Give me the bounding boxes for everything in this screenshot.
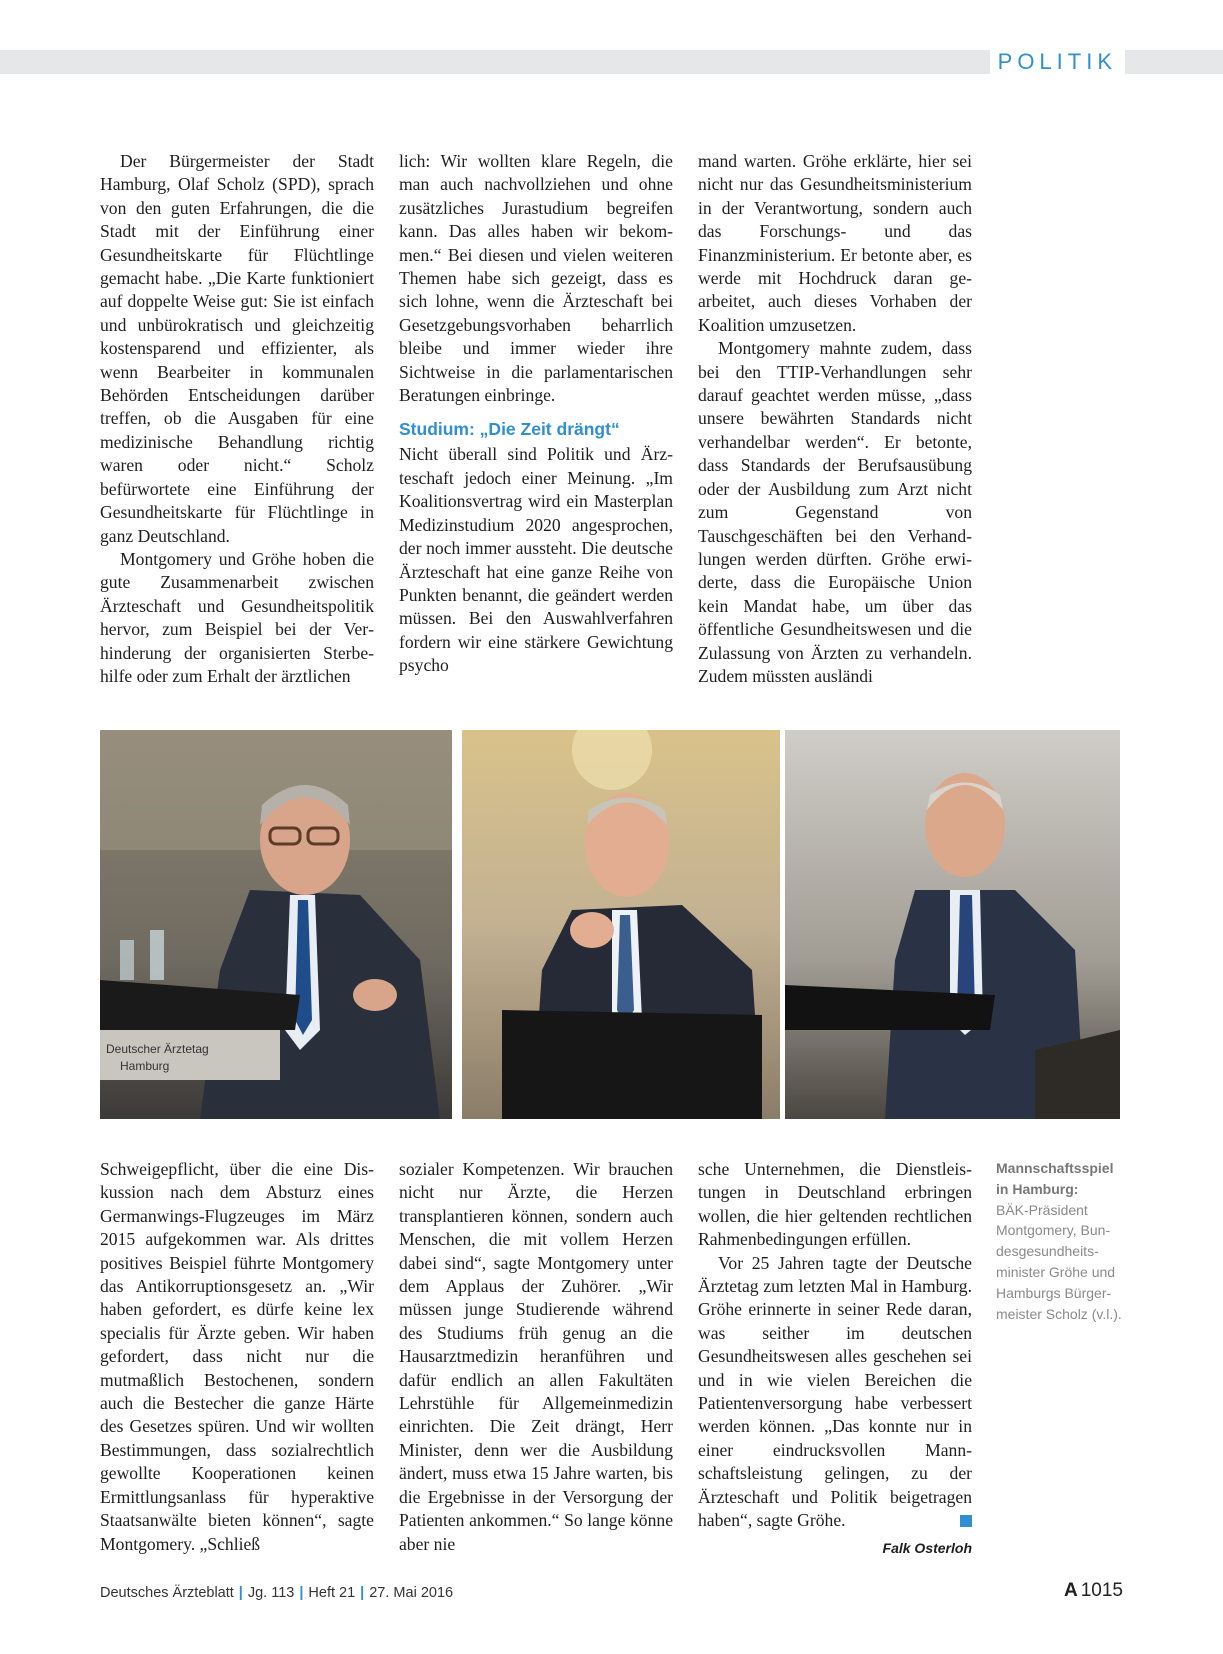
article-column-1-top [100,150,374,688]
page-prefix: A [1063,1580,1078,1601]
byline: Falk Osterloh [882,1539,972,1556]
end-mark-icon [960,1515,972,1527]
paragraph: lich: Wir wollten klare Regeln, die man auch nachvollziehen und ohne zusätzliches Jurastudium begreifen kann. Das alles haben wir bekommen.“ Bei diesen und vielen weiteren Themen habe sich gezeigt, dass es sich lohne, wenn die Ärzteschaft bei Gesetzgebungsvorhaben beharrlich bleibe und immer wieder ihre Sichtweise in die parlamentarischen Beratungen einbringe. [399,151,673,406]
photo-groehe [462,730,780,1119]
paragraph-final [698,1252,972,1533]
paragraph: Montgomery mahnte zudem, dass bei den TTIP-Verhandlungen sehr darauf geachtet werden müsse, „dass unsere bewährten Standards nicht verhandelbar werden“. Er betonte, dass Standards der Berufsausübung oder der Ausbildung zum Arzt nicht zum Gegenstand von Tauschgeschäften bei den Verhandlungen werden dürften. Gröhe erwiderte, dass die Europäische Union kein Mandat habe, um über das öffentliche Gesundheitswesen und die Zulassung von Ärzten zu verhandeln. Zudem müssten ausländi [698,338,972,686]
separator: | [238,1585,243,1601]
caption-title: Mannschaftsspiel in Hamburg: [996,1160,1114,1197]
podium-sign-line1: Deutscher Ärztetag [106,1042,209,1056]
journal-name: Deutsches Ärzteblatt [100,1585,234,1601]
article-column-2-bottom [399,1158,673,1556]
paragraph: sozialer Kompetenzen. Wir brauchen nicht nur Ärzte, die Herzen transplantieren können, sondern auch Menschen, die mit vollem Herzen dabei sind“, sagte Montgomery unter dem Applaus der Zuhörer. „Wir müssen junge Studierende während des Studiums früh genug an die Hausarztmedizin heranführen und dafür endlich an allen Fakultäten Lehrstühle für Allgemeinmedizin einrichten. Die Zeit drängt, Herr Minister, denn wer die Ausbildung ändert, muss etwa 15 Jahre warten, bis die Ergebnisse in der Versorgung der Patienten ankommen.“ So lange könne aber nie [399,1159,673,1554]
article-column-1-bottom [100,1158,374,1556]
page-number [1064,1580,1123,1602]
paragraph: mand warten. Gröhe erklärte, hier sei nicht nur das Gesundheitsministerium in der Verantwortung, sondern auch das Forschungs- und das Finanzministerium. Er betonte aber, es werde mit Hochdruck daran gearbeitet, auch dieses Vorhaben der Koalition umzusetzen. [698,151,972,335]
article-column-3-bottom [698,1158,972,1560]
page-number-value: 1015 [1080,1580,1123,1601]
caption-text: BÄK-Präsident Montgomery, Bundesgesundheitsminister Gröhe und Hamburgs Bürgermeister Scholz (v.l.). [996,1201,1122,1322]
photo-caption [996,1158,1124,1324]
paragraph: Der Bürgermeister der Stadt Hamburg, Olaf Scholz (SPD), sprach von den guten Erfahrungen, die die Stadt mit der Einführung einer Gesundheitskarte für Flüchtlinge gemacht habe. „Die Karte funktioniert auf doppelte Weise gut: Sie ist einfach und unbürokratisch und gleichzeitig kostensparend und effizienter, als wenn Bearbeiter in kommunalen Behörden Entscheidungen darüber treffen, ob die Ausgaben für eine medizinische Behandlung richtig waren oder nicht.“ Scholz befürwortete eine Einführung der Gesundheitskarte für Flüchtlinge in ganz Deutschland. [100,151,374,546]
separator: | [299,1585,304,1601]
separator: | [360,1585,365,1601]
photo-montgomery [100,730,452,1119]
article-column-3-top [698,150,972,688]
date: 27. Mai 2016 [369,1585,454,1601]
article-column-2-top [399,150,673,678]
podium-sign-line2: Hamburg [120,1059,170,1073]
paragraph-text: Vor 25 Jahren tagte der Deutsche Ärztetag zum letzten Mal in Hamburg. Gröhe erinnerte in seiner Rede daran, was seither im deutschen Gesundheitswesen alles geschehen sei und in wie vielen Bereichen die Patientenversorgung habe verbessert werden können. „Das konnte nur in einer eindrucksvollen Mannschaftsleistung gelingen, zu der Ärzteschaft und Politik beigetragen haben“, sagte Gröhe. [698,1252,972,1531]
issue: Heft 21 [308,1585,356,1601]
volume: Jg. 113 [247,1585,295,1601]
paragraph: Schweigepflicht, über die eine Diskussion nach dem Absturz eines Germanwings-Flugzeuges im März 2015 aufgekommen war. Als drittes positives Beispiel führte Montgomery das Antikorruptionsgesetz an. „Wir haben gefordert, es dürfe keine lex specialis für Ärzte geben. Wir haben gefordert, dass nicht nur die mutmaßlich Bestochenen, sondern auch die Bestecher die ganze Härte des Gesetzes spüren. Und wir wollten Bestimmungen, dass sozialrechtlich gewollte Kooperationen keinen Ermittlungsanlass für hyperaktive Staatsanwälte bieten können“, sagte Montgomery. „Schließ [100,1159,374,1554]
section-label: POLITIK [990,48,1125,76]
paragraph: Nicht überall sind Politik und Ärzteschaft jedoch einer Meinung. „Im Koalitionsvertrag wird ein Masterplan Medizinstudium 2020 angesprochen, der noch immer aussteht. Die deutsche Ärzteschaft hat eine ganze Reihe von Punkten benannt, die geändert werden müssen. Bei den Auswahlverfahren fordern wir eine stärkere Gewichtung psycho [399,444,673,676]
photo-scholz [785,730,1120,1119]
paragraph: Montgomery und Gröhe hoben die gute Zusammenarbeit zwischen Ärzteschaft und Gesundheitspolitik hervor, zum Beispiel bei der Verhinderung der organisierten Sterbehilfe oder zum Erhalt der ärztlichen [100,548,374,686]
footer-citation [100,1585,453,1601]
paragraph: sche Unternehmen, die Dienstleistungen in Deutschland erbringen wollen, die hier geltenden rechtlichen Rahmenbedingungen erfüllen. [698,1159,972,1250]
subheading: Studium: „Die Zeit drängt“ [399,419,620,440]
